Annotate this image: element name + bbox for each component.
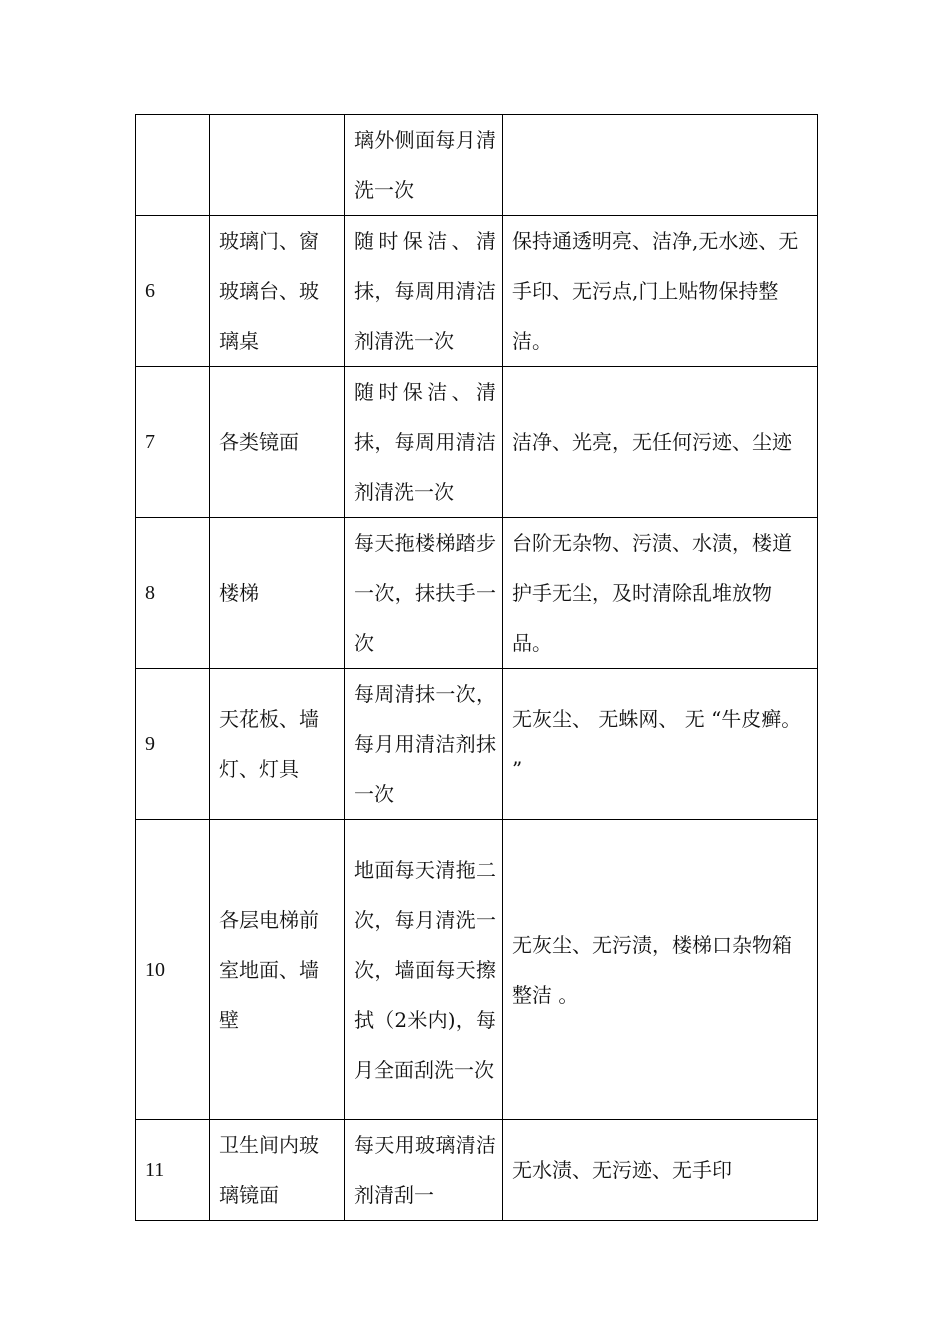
row-standard: 洁净、光亮，无任何污迹、尘迹 (503, 367, 818, 518)
row-item: 楼梯 (210, 518, 345, 669)
table-row (136, 367, 818, 518)
row-number: 9 (136, 669, 210, 820)
row-item (210, 115, 345, 216)
row-standard: 台阶无杂物、污渍、水渍，楼道护手无尘，及时清除乱堆放物品。 (503, 518, 818, 669)
row-standard: 保持通透明亮、洁净,无水迹、无手印、无污点,门上贴物保持整洁。 (503, 216, 818, 367)
row-number: 11 (136, 1120, 210, 1221)
row-number: 6 (136, 216, 210, 367)
row-method: 每周清抹一次，每月用清洁剂抹一次 (345, 669, 503, 820)
row-standard: 无灰尘、无污渍，楼梯口杂物箱整洁 。 (503, 820, 818, 1120)
row-standard: 无水渍、无污迹、无手印 (503, 1120, 818, 1221)
row-method: 随时保洁、清抹，每周用清洁剂清洗一次 (345, 367, 503, 518)
row-item: 卫生间内玻璃镜面 (210, 1120, 345, 1221)
row-standard (503, 115, 818, 216)
row-item: 各类镜面 (210, 367, 345, 518)
row-item: 天花板、墙灯、灯具 (210, 669, 345, 820)
table-row (136, 216, 818, 367)
row-number: 8 (136, 518, 210, 669)
cleaning-standards-table (135, 114, 818, 1221)
row-method: 每天用玻璃清洁剂清刮一 (345, 1120, 503, 1221)
row-method: 璃外侧面每月清洗一次 (345, 115, 503, 216)
row-method: 每天拖楼梯踏步一次，抹扶手一次 (345, 518, 503, 669)
row-number: 7 (136, 367, 210, 518)
row-item: 各层电梯前室地面、墙壁 (210, 820, 345, 1120)
table-row (136, 1120, 818, 1221)
table-row (136, 518, 818, 669)
table-row (136, 669, 818, 820)
row-method: 地面每天清拖二次，每月清洗一次，墙面每天擦拭（2米内)，每月全面刮洗一次 (345, 820, 503, 1120)
row-method: 随时保洁、清抹，每周用清洁剂清洗一次 (345, 216, 503, 367)
row-item: 玻璃门、窗玻璃台、玻璃桌 (210, 216, 345, 367)
table-row (136, 820, 818, 1120)
table-row (136, 115, 818, 216)
row-standard: 无灰尘、 无蛛网、 无 “牛皮癣。 ” (503, 669, 818, 820)
row-number (136, 115, 210, 216)
row-number: 10 (136, 820, 210, 1120)
